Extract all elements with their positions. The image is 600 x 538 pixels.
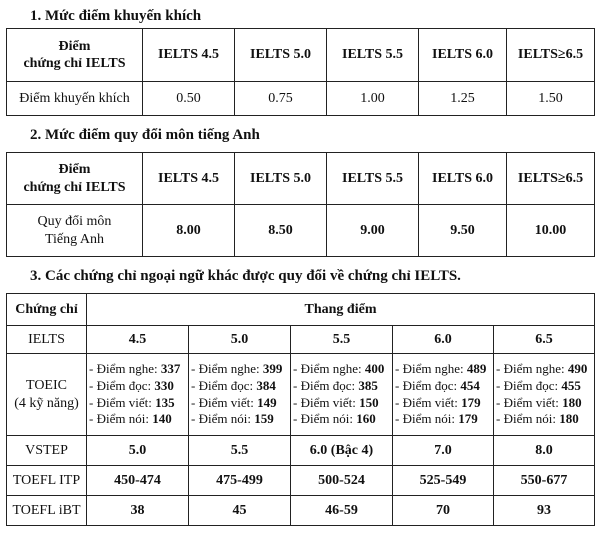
value-cell: 550-677 bbox=[494, 466, 595, 496]
table-row bbox=[7, 205, 595, 257]
section-2-title: 2. Mức điểm quy đổi môn tiếng Anh bbox=[30, 127, 260, 143]
scale-header: Thang điểm bbox=[87, 294, 595, 326]
table-row bbox=[7, 153, 595, 205]
value-cell: 0.50 bbox=[143, 82, 235, 116]
value-cell: 6.0 bbox=[393, 326, 494, 354]
level-cell: IELTS 5.5 bbox=[327, 153, 419, 205]
header-cell: Điểm chứng chỉ IELTS bbox=[7, 153, 143, 205]
certificate-conversion-table bbox=[6, 293, 595, 526]
value-cell: 7.0 bbox=[393, 436, 494, 466]
header-cell: Điểm chứng chỉ IELTS bbox=[7, 29, 143, 82]
toeic-cell: - Điểm nghe: 399 - Điểm đọc: 384 - Điểm viết: 149 - Điểm nói: 159 bbox=[189, 354, 291, 436]
value-cell: 6.5 bbox=[494, 326, 595, 354]
value-cell: 1.25 bbox=[419, 82, 507, 116]
row-label: TOEIC (4 kỹ năng) bbox=[7, 354, 87, 436]
level-cell: IELTS 5.0 bbox=[235, 29, 327, 82]
level-cell: IELTS 5.5 bbox=[327, 29, 419, 82]
toeic-cell: - Điểm nghe: 489 - Điểm đọc: 454 - Điểm viết: 179 - Điểm nói: 179 bbox=[393, 354, 494, 436]
table-row bbox=[7, 436, 595, 466]
level-cell: IELTS 6.0 bbox=[419, 29, 507, 82]
level-cell: IELTS 4.5 bbox=[143, 29, 235, 82]
value-cell: 70 bbox=[393, 496, 494, 526]
certificate-header: Chứng chỉ bbox=[7, 294, 87, 326]
row-label: TOEFL iBT bbox=[7, 496, 87, 526]
value-cell: 45 bbox=[189, 496, 291, 526]
row-label: Quy đổi môn Tiếng Anh bbox=[7, 205, 143, 257]
level-cell: IELTS 5.0 bbox=[235, 153, 327, 205]
value-cell: 1.00 bbox=[327, 82, 419, 116]
table-row bbox=[7, 496, 595, 526]
table-row bbox=[7, 29, 595, 82]
table-row bbox=[7, 326, 595, 354]
value-cell: 5.5 bbox=[291, 326, 393, 354]
value-cell: 5.0 bbox=[87, 436, 189, 466]
value-cell: 9.00 bbox=[327, 205, 419, 257]
section-1-title: 1. Mức điểm khuyến khích bbox=[30, 8, 202, 24]
value-cell: 8.00 bbox=[143, 205, 235, 257]
value-cell: 5.5 bbox=[189, 436, 291, 466]
value-cell: 93 bbox=[494, 496, 595, 526]
value-cell: 38 bbox=[87, 496, 189, 526]
row-label: Điểm khuyến khích bbox=[7, 82, 143, 116]
value-cell: 0.75 bbox=[235, 82, 327, 116]
bonus-score-table bbox=[6, 28, 595, 116]
value-cell: 450-474 bbox=[87, 466, 189, 496]
value-cell: 8.50 bbox=[235, 205, 327, 257]
toeic-cell: - Điểm nghe: 490 - Điểm đọc: 455 - Điểm viết: 180 - Điểm nói: 180 bbox=[494, 354, 595, 436]
value-cell: 475-499 bbox=[189, 466, 291, 496]
value-cell: 6.0 (Bậc 4) bbox=[291, 436, 393, 466]
row-label: IELTS bbox=[7, 326, 87, 354]
toeic-cell: - Điểm nghe: 337 - Điểm đọc: 330 - Điểm viết: 135 - Điểm nói: 140 bbox=[87, 354, 189, 436]
table-row bbox=[7, 354, 595, 436]
conversion-score-table bbox=[6, 152, 595, 257]
section-3-title: 3. Các chứng chỉ ngoại ngữ khác được quy đổi về chứng chỉ IELTS. bbox=[30, 268, 461, 284]
value-cell: 1.50 bbox=[507, 82, 595, 116]
value-cell: 46-59 bbox=[291, 496, 393, 526]
level-cell: IELTS 6.0 bbox=[419, 153, 507, 205]
value-cell: 9.50 bbox=[419, 205, 507, 257]
level-cell: IELTS≥6.5 bbox=[507, 153, 595, 205]
value-cell: 4.5 bbox=[87, 326, 189, 354]
table-row bbox=[7, 294, 595, 326]
value-cell: 525-549 bbox=[393, 466, 494, 496]
table-row bbox=[7, 82, 595, 116]
value-cell: 10.00 bbox=[507, 205, 595, 257]
level-cell: IELTS 4.5 bbox=[143, 153, 235, 205]
toeic-cell: - Điểm nghe: 400 - Điểm đọc: 385 - Điểm viết: 150 - Điểm nói: 160 bbox=[291, 354, 393, 436]
row-label: TOEFL ITP bbox=[7, 466, 87, 496]
table-row bbox=[7, 466, 595, 496]
level-cell: IELTS≥6.5 bbox=[507, 29, 595, 82]
value-cell: 8.0 bbox=[494, 436, 595, 466]
value-cell: 5.0 bbox=[189, 326, 291, 354]
value-cell: 500-524 bbox=[291, 466, 393, 496]
row-label: VSTEP bbox=[7, 436, 87, 466]
